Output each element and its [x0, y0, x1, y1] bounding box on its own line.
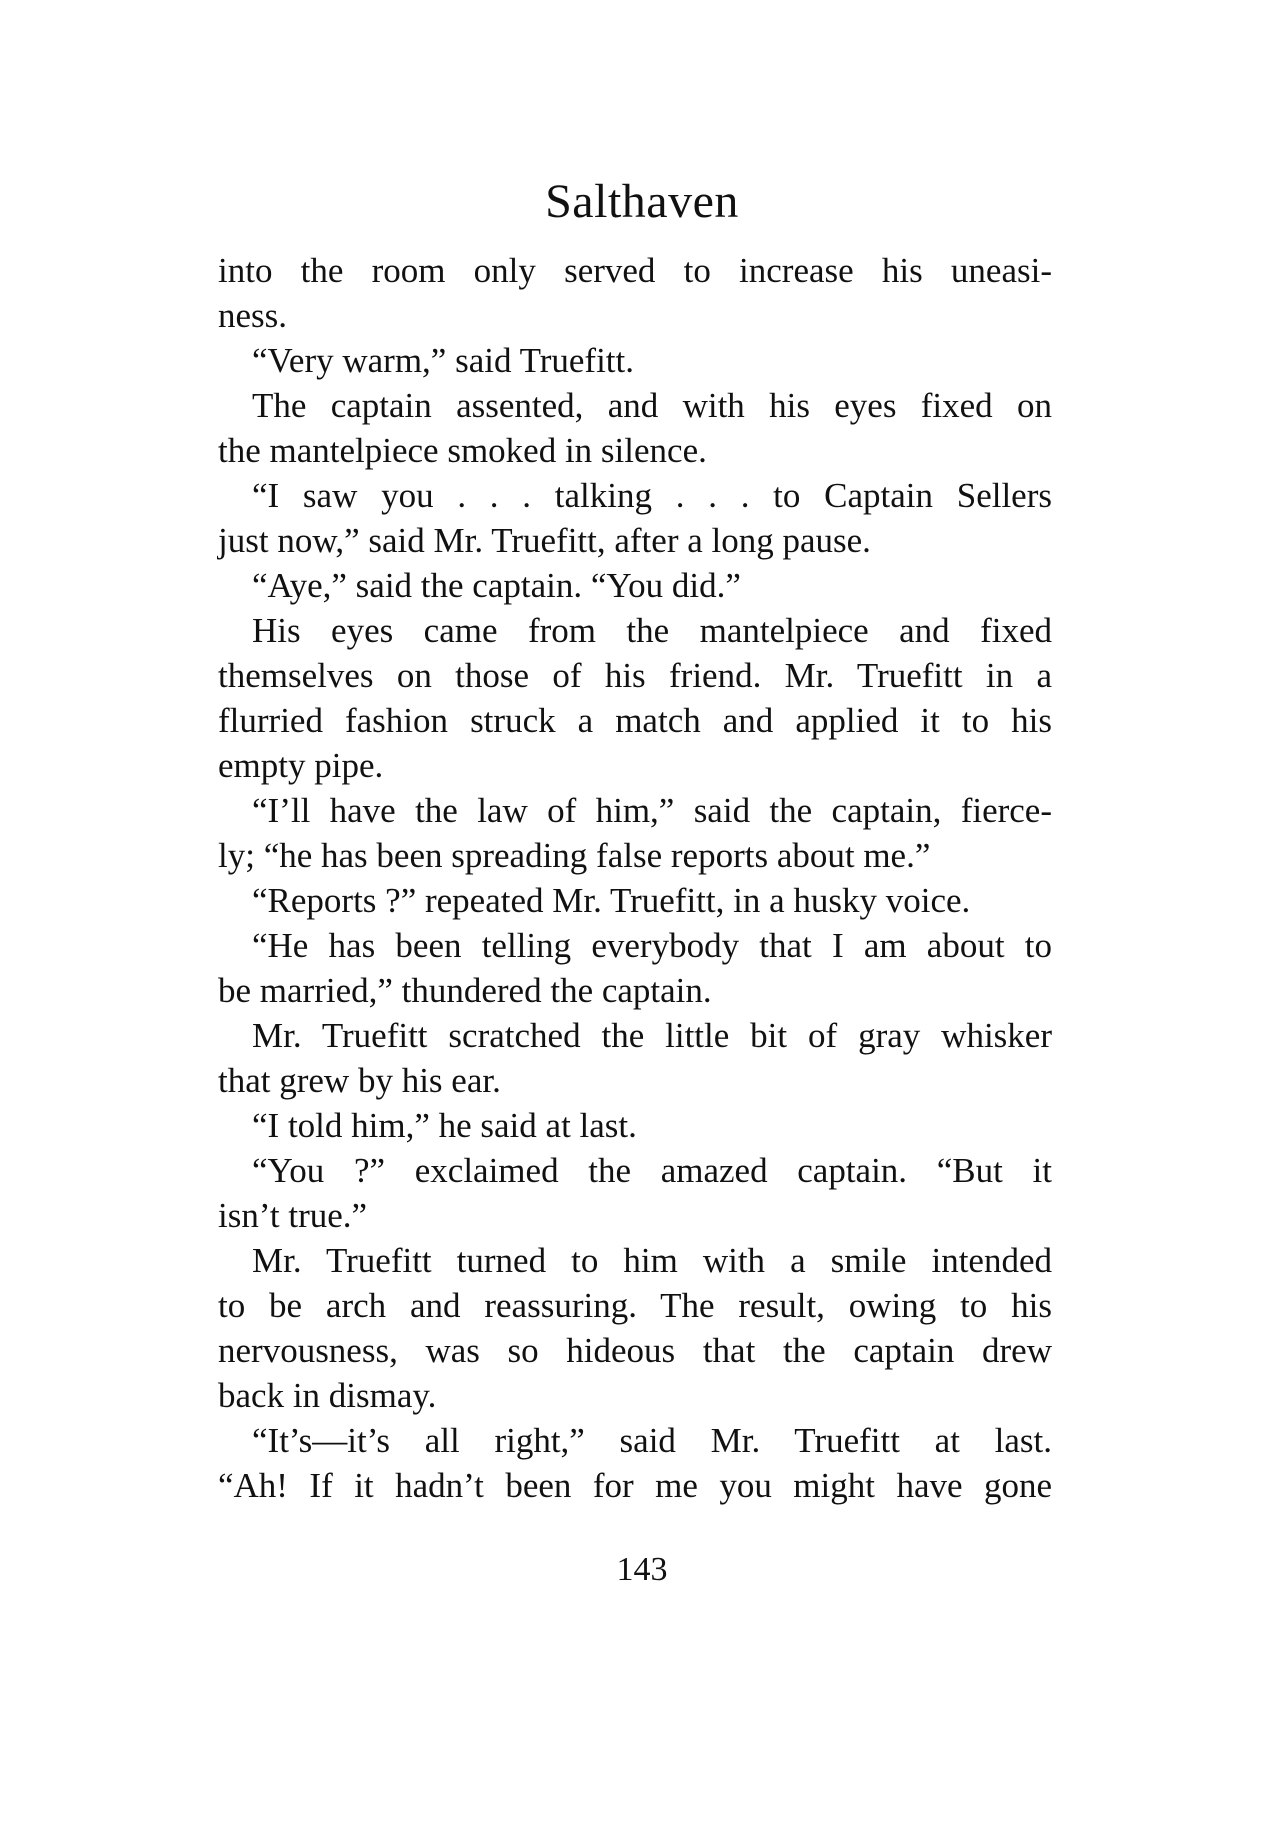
text-line: “I’ll have the law of him,” said the captain, fierce-	[252, 791, 1052, 830]
text-line: that grew by his ear.	[218, 1061, 501, 1100]
text-line: into the room only served to increase his uneasi-	[218, 251, 1052, 290]
text-line: flurried fashion struck a match and applied it to his	[218, 701, 1052, 740]
text-line: “He has been telling everybody that I am about to	[252, 926, 1052, 965]
text-line: “Very warm,” said Truefitt.	[252, 341, 635, 380]
text-line: ly; “he has been spreading false reports about me.”	[218, 836, 931, 875]
page-number: 143	[616, 1551, 668, 1588]
text-line: just now,” said Mr. Truefitt, after a long pause.	[218, 521, 871, 560]
text-line: “I saw you . . . talking . . . to Captain Sellers	[252, 476, 1052, 515]
text-line: Mr. Truefitt scratched the little bit of gray whisker	[252, 1016, 1052, 1055]
text-line: “It’s—it’s all right,” said Mr. Truefitt at last.	[252, 1421, 1052, 1460]
text-line: Mr. Truefitt turned to him with a smile intended	[252, 1241, 1052, 1280]
text-line: be married,” thundered the captain.	[218, 971, 712, 1010]
running-head: Salthaven	[545, 175, 739, 228]
text-line: nervousness, was so hideous that the captain drew	[218, 1331, 1052, 1370]
text-line: ness.	[218, 296, 288, 335]
text-line: isn’t true.”	[218, 1196, 368, 1235]
text-line: “Reports ?” repeated Mr. Truefitt, in a husky voice.	[252, 881, 971, 920]
text-line: The captain assented, and with his eyes fixed on	[252, 386, 1052, 425]
text-line: back in dismay.	[218, 1376, 437, 1415]
text-line: empty pipe.	[218, 746, 384, 785]
text-line: His eyes came from the mantelpiece and fixed	[252, 611, 1052, 650]
text-line: the mantelpiece smoked in silence.	[218, 431, 707, 470]
text-line: “Ah! If it hadn’t been for me you might have gone	[218, 1466, 1052, 1505]
text-line: “You ?” exclaimed the amazed captain. “But it	[252, 1151, 1052, 1190]
text-line: “I told him,” he said at last.	[252, 1106, 637, 1145]
text-line: to be arch and reassuring. The result, owing to his	[218, 1286, 1052, 1325]
text-line: themselves on those of his friend. Mr. Truefitt in a	[218, 656, 1052, 695]
body-text	[218, 248, 1052, 1508]
text-line: “Aye,” said the captain. “You did.”	[252, 566, 741, 605]
